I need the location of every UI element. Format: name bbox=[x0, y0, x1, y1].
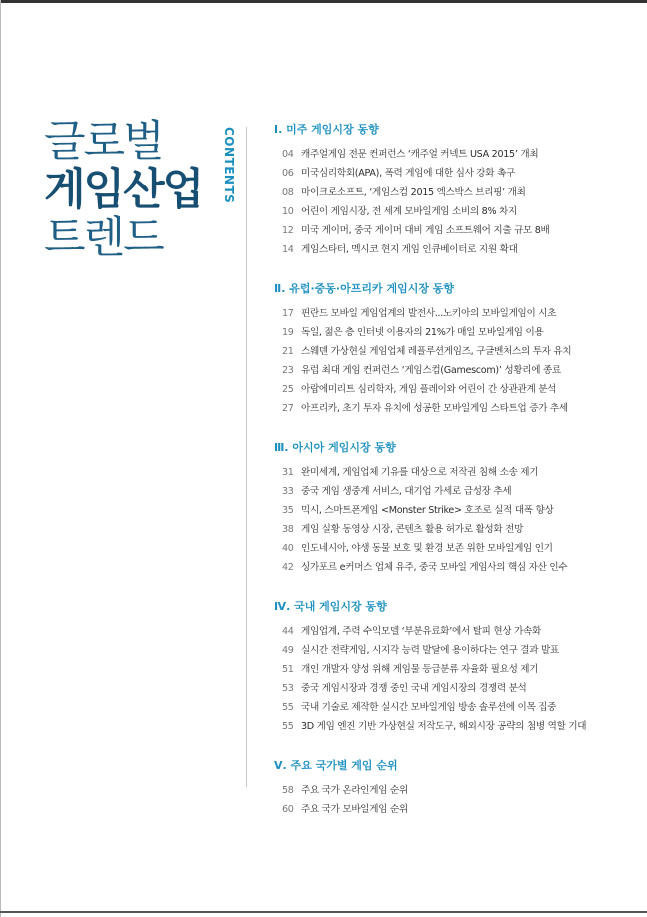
toc-entry[interactable] bbox=[274, 520, 634, 539]
toc-entry[interactable] bbox=[274, 240, 634, 259]
title-line-3: 트렌드 bbox=[44, 213, 163, 263]
page-number: 17 bbox=[282, 308, 294, 319]
contents-label-text: CONTENTS bbox=[222, 127, 236, 204]
page-number: 23 bbox=[282, 365, 294, 376]
entry-title: 믹시, 스마트폰게임 <Monster Strike> 호조로 실적 대폭 향상 bbox=[301, 505, 554, 516]
entry-title: 국내 기술로 제작한 실시간 모바일게임 방송 솔루션에 이목 집중 bbox=[301, 702, 557, 713]
page-number: 04 bbox=[282, 149, 294, 160]
toc-entry[interactable] bbox=[274, 463, 634, 482]
toc-entry[interactable] bbox=[274, 539, 634, 558]
page-number: 35 bbox=[282, 505, 294, 516]
page-number: 44 bbox=[282, 626, 294, 637]
document-title bbox=[44, 118, 214, 262]
page-number: 08 bbox=[282, 187, 294, 198]
page-number: 38 bbox=[282, 524, 294, 535]
entry-title: 개인 개발자 양성 위해 게임물 등급분류 자율화 필요성 제기 bbox=[301, 664, 539, 675]
page-number: 55 bbox=[282, 702, 294, 713]
entry-title: 인도네시아, 야생 동물 보호 및 환경 보존 위한 모바일게임 인기 bbox=[301, 543, 553, 554]
entry-title: 3D 게임 엔진 기반 가상현실 저작도구, 해외시장 공략의 첨병 역할 기대 bbox=[301, 721, 587, 732]
entry-title: 중국 게임 생중계 서비스, 대기업 가세로 급성장 추세 bbox=[301, 486, 512, 497]
top-rule bbox=[0, 0, 647, 3]
toc-entry[interactable] bbox=[274, 164, 634, 183]
section-title: Ⅰ. 미주 게임시장 동향 bbox=[274, 123, 379, 136]
toc-entry[interactable] bbox=[274, 698, 634, 717]
entry-title: 마이크로소프트, ‘게임스컴 2015 엑스박스 브리핑’ 개최 bbox=[301, 187, 526, 198]
page-number: 27 bbox=[282, 403, 294, 414]
page-number: 42 bbox=[282, 562, 294, 573]
title-line-1: 글로벌 bbox=[44, 117, 163, 167]
entry-title: 게임업계, 주력 수익모델 ‘부분유료화’에서 탈피 현상 가속화 bbox=[301, 626, 541, 637]
toc-entry[interactable] bbox=[274, 361, 634, 380]
page-number: 33 bbox=[282, 486, 294, 497]
toc-entry[interactable] bbox=[274, 342, 634, 361]
section-title: Ⅱ. 유럽·중동·아프리카 게임시장 동향 bbox=[274, 282, 455, 295]
toc-section-4 bbox=[274, 597, 634, 736]
toc-entry[interactable] bbox=[274, 399, 634, 418]
entry-title: 싱가포르 e커머스 업체 유주, 중국 모바일 게임사의 핵심 자산 인수 bbox=[301, 562, 568, 573]
page-number: 14 bbox=[282, 244, 294, 255]
entry-title: 핀란드 모바일 게임업계의 발전사...노키아의 모바일게임이 시초 bbox=[301, 308, 557, 319]
page-number: 21 bbox=[282, 346, 294, 357]
toc-entry[interactable] bbox=[274, 622, 634, 641]
page-number: 12 bbox=[282, 225, 294, 236]
toc-entry[interactable] bbox=[274, 660, 634, 679]
toc-section-2 bbox=[274, 279, 634, 418]
toc-section-3 bbox=[274, 438, 634, 577]
contents-label bbox=[216, 127, 236, 207]
entry-title: 미국심리학회(APA), 폭력 게임에 대한 심사 강화 촉구 bbox=[301, 168, 515, 179]
page-number: 58 bbox=[282, 785, 294, 796]
entry-title: 미국 게이머, 중국 게이머 대비 게임 소프트웨어 지출 규모 8배 bbox=[301, 225, 550, 236]
entry-title: 게임 실황 동영상 시장, 콘텐츠 활용 허가로 활성화 전망 bbox=[301, 524, 524, 535]
entry-title: 중국 게임시장과 경쟁 중인 국내 게임시장의 경쟁력 분석 bbox=[301, 683, 527, 694]
left-rule bbox=[0, 0, 1, 917]
table-of-contents bbox=[274, 120, 634, 839]
page-number: 25 bbox=[282, 384, 294, 395]
page-number: 06 bbox=[282, 168, 294, 179]
entry-title: 게임스타터, 멕시코 현지 게임 인큐베이터로 지원 확대 bbox=[301, 244, 518, 255]
page-number: 19 bbox=[282, 327, 294, 338]
entry-title: 아랍에미리트 심리학자, 게임 플레이와 어린이 간 상관관계 분석 bbox=[301, 384, 557, 395]
page-number: 40 bbox=[282, 543, 294, 554]
toc-entry[interactable] bbox=[274, 145, 634, 164]
page-number: 10 bbox=[282, 206, 294, 217]
entry-title: 주요 국가 온라인게임 순위 bbox=[301, 785, 408, 796]
section-title: Ⅴ. 주요 국가별 게임 순위 bbox=[274, 759, 398, 772]
toc-entry[interactable] bbox=[274, 717, 634, 736]
toc-entry[interactable] bbox=[274, 679, 634, 698]
entry-title: 주요 국가 모바일게임 순위 bbox=[301, 804, 408, 815]
entry-title: 실시간 전략게임, 시지각 능력 발달에 용이하다는 연구 결과 발표 bbox=[301, 645, 559, 656]
toc-entry[interactable] bbox=[274, 221, 634, 240]
entry-title: 어린이 게임시장, 전 세계 모바일게임 소비의 8% 차지 bbox=[301, 206, 517, 217]
toc-section-1 bbox=[274, 120, 634, 259]
entry-title: 아프리카, 초기 투자 유치에 성공한 모바일게임 스타트업 증가 추세 bbox=[301, 403, 568, 414]
toc-entry[interactable] bbox=[274, 183, 634, 202]
toc-entry[interactable] bbox=[274, 304, 634, 323]
entry-title: 독일, 젊은 층 인터넷 이용자의 21%가 매일 모바일게임 이용 bbox=[301, 327, 544, 338]
entry-title: 유럽 최대 게임 컨퍼런스 ‘게임스컴(Gamescom)’ 성황리에 종료 bbox=[301, 365, 561, 376]
toc-entry[interactable] bbox=[274, 558, 634, 577]
entry-title: 완미세계, 게임업체 기유를 대상으로 저작권 침해 소송 제기 bbox=[301, 467, 539, 478]
toc-entry[interactable] bbox=[274, 380, 634, 399]
entry-title: 스웨덴 가상현실 게임업체 레플루션게임즈, 구글벤처스의 투자 유치 bbox=[301, 346, 572, 357]
bottom-rule bbox=[0, 911, 647, 913]
page-number: 60 bbox=[282, 804, 294, 815]
toc-entry[interactable] bbox=[274, 641, 634, 660]
page-number: 51 bbox=[282, 664, 294, 675]
page-number: 31 bbox=[282, 467, 294, 478]
divider-line bbox=[246, 127, 247, 787]
page-number: 53 bbox=[282, 683, 294, 694]
toc-entry[interactable] bbox=[274, 800, 634, 819]
toc-entry[interactable] bbox=[274, 781, 634, 800]
section-title: Ⅲ. 아시아 게임시장 동향 bbox=[274, 441, 396, 454]
page-number: 49 bbox=[282, 645, 294, 656]
page-number: 55 bbox=[282, 721, 294, 732]
toc-entry[interactable] bbox=[274, 482, 634, 501]
entry-title: 캐주얼게임 전문 컨퍼런스 ‘캐주얼 커넥트 USA 2015’ 개최 bbox=[301, 149, 539, 160]
toc-entry[interactable] bbox=[274, 501, 634, 520]
toc-entry[interactable] bbox=[274, 323, 634, 342]
toc-entry[interactable] bbox=[274, 202, 634, 221]
toc-section-5 bbox=[274, 756, 634, 819]
title-line-2: 게임산업 bbox=[44, 165, 203, 215]
section-title: Ⅳ. 국내 게임시장 동향 bbox=[274, 600, 387, 613]
